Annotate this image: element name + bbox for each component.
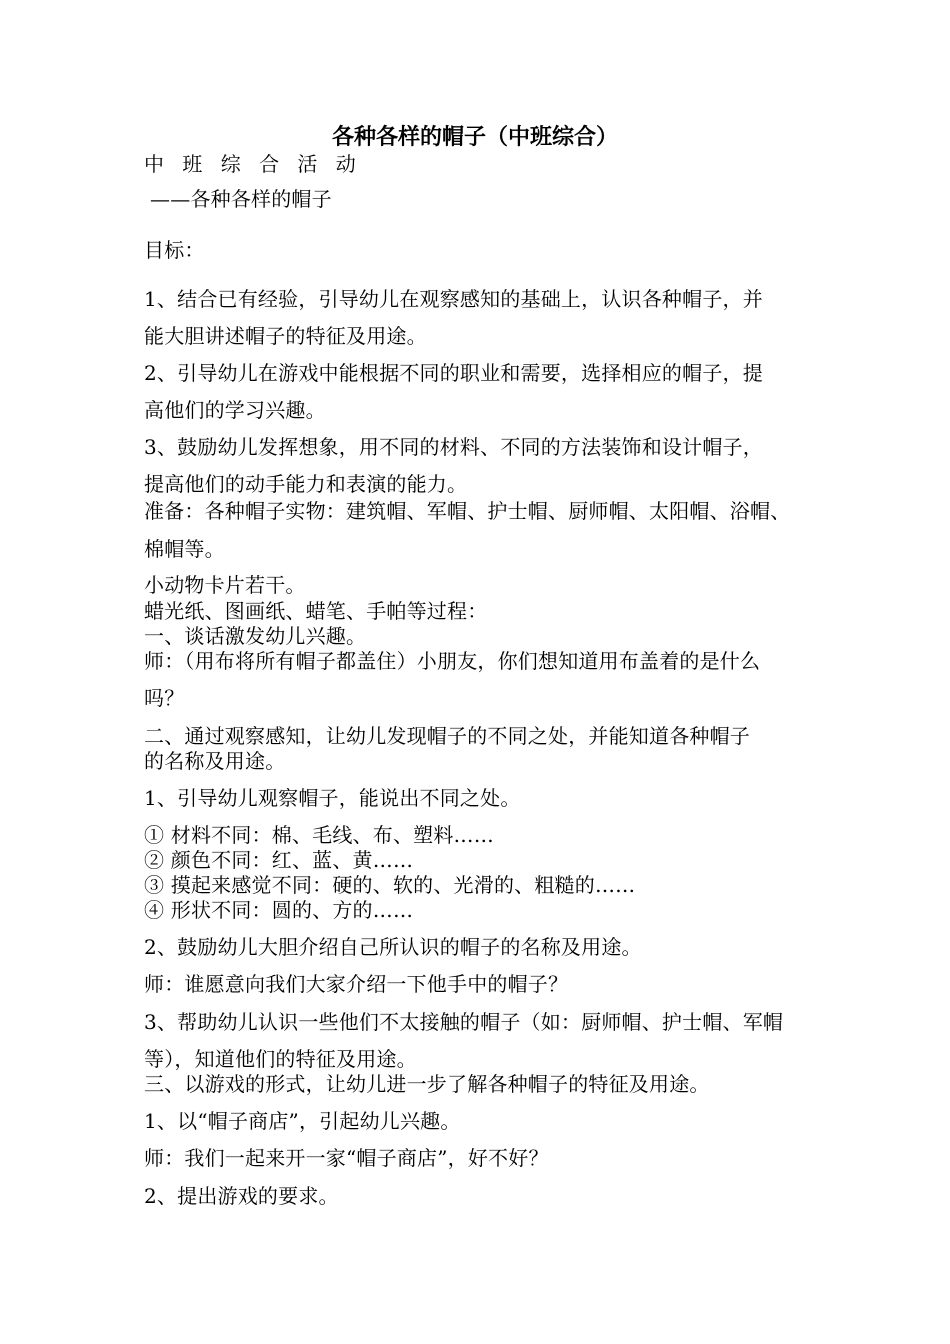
text-line: 提高他们的动手能力和表演的能力。: [144, 472, 468, 496]
text-line: 1、结合已有经验，引导幼儿在观察感知的基础上，认识各种帽子，并: [144, 287, 763, 311]
text-line: 2、提出游戏的要求。: [144, 1184, 339, 1208]
text-line: 3、鼓励幼儿发挥想象，用不同的材料、不同的方法装饰和设计帽子，: [144, 435, 763, 459]
subtitle-line: 中 班 综 合 活 动: [144, 152, 362, 176]
text-line: 2、引导幼儿在游戏中能根据不同的职业和需要，选择相应的帽子，提: [144, 361, 763, 385]
text-line: 3、帮助幼儿认识一些他们不太接触的帽子（如：厨师帽、护士帽、军帽: [144, 1010, 784, 1034]
text-line: 吗？: [144, 686, 185, 710]
text-line: 准备：各种帽子实物：建筑帽、军帽、护士帽、厨师帽、太阳帽、浴帽、: [144, 499, 791, 523]
list-item: ① 材料不同：棉、毛线、布、塑料……: [144, 823, 494, 847]
list-item: ③ 摸起来感觉不同：硬的、软的、光滑的、粗糙的……: [144, 873, 636, 897]
text-line: 2、鼓励幼儿大胆介绍自己所认识的帽子的名称及用途。: [144, 935, 642, 959]
text-line: 的名称及用途。: [144, 749, 286, 773]
text-line: 1、引导幼儿观察帽子，能说出不同之处。: [144, 786, 521, 810]
text-line: 棉帽等。: [144, 537, 225, 561]
text-line: 三、以游戏的形式，让幼儿进一步了解各种帽子的特征及用途。: [144, 1072, 710, 1096]
text-line: 一、谈话激发幼儿兴趣。: [144, 624, 367, 648]
list-item: ② 颜色不同：红、蓝、黄……: [144, 848, 414, 872]
text-line: 1、以“帽子商店”，引起幼儿兴趣。: [144, 1109, 461, 1133]
text-line: 能大胆讲述帽子的特征及用途。: [144, 324, 427, 348]
text-line: 蜡光纸、图画纸、蜡笔、手帕等过程：: [144, 599, 488, 623]
text-line: 师：（用布将所有帽子都盖住）小朋友，你们想知道用布盖着的是什么: [144, 649, 761, 673]
text-line: 等），知道他们的特征及用途。: [144, 1047, 417, 1071]
text-line: 师：谁愿意向我们大家介绍一下他手中的帽子？: [144, 972, 569, 996]
list-item: ④ 形状不同：圆的、方的……: [144, 898, 414, 922]
text-line: 目标：: [144, 238, 205, 262]
text-line: 二、通过观察感知，让幼儿发现帽子的不同之处，并能知道各种帽子: [144, 724, 750, 748]
document-title: 各种各样的帽子（中班综合）: [331, 125, 618, 150]
text-line: 小动物卡片若干。: [144, 573, 306, 597]
text-line: 师：我们一起来开一家“帽子商店”，好不好？: [144, 1146, 549, 1170]
text-line: 高他们的学习兴趣。: [144, 398, 326, 422]
subtitle-line-2: ——各种各样的帽子: [150, 187, 332, 211]
